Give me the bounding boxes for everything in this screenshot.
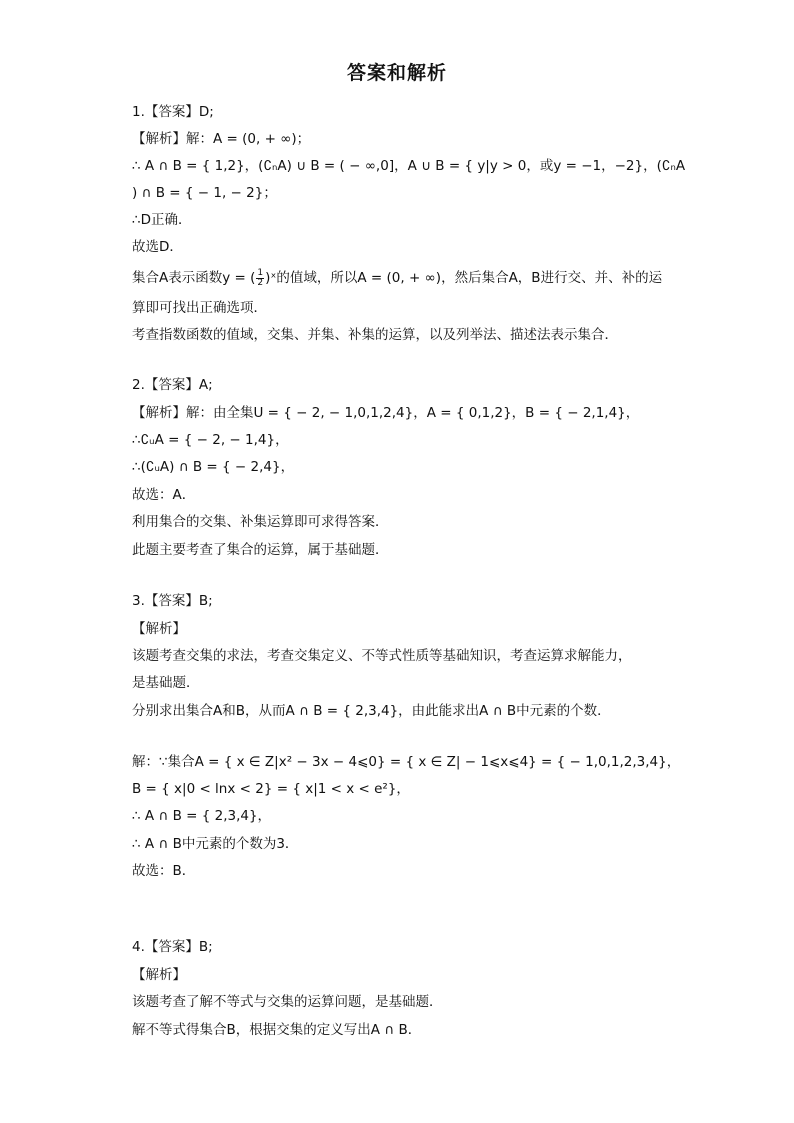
q2-line-3: ∴∁ᵤA = { − 2, − 1,4}， bbox=[132, 432, 289, 448]
q3-line-9: ∴ A ∩ B中元素的个数为3． bbox=[132, 836, 299, 852]
q3-line-4: 是基础题． bbox=[132, 675, 200, 691]
q2-line-4: ∴(∁ᵤA) ∩ B = { − 2,4}， bbox=[132, 459, 295, 475]
q1-analysis-line: 【解析】解：A = (0, + ∞)； bbox=[132, 131, 311, 147]
q1-line-5: ∴D正确． bbox=[132, 212, 192, 228]
q2-answer-line: 2.【答案】A; bbox=[132, 377, 213, 393]
q1-line-7-post: )ˣ的值域，所以A = (0, + ∞)，然后集合A，B进行交、并、补的运 bbox=[265, 270, 663, 286]
fraction-numerator: 1 bbox=[257, 267, 264, 278]
q1-line-8: 算即可找出正确选项． bbox=[132, 300, 267, 316]
fraction-denominator: 2 bbox=[257, 277, 264, 288]
q4-answer-line: 4.【答案】B; bbox=[132, 939, 213, 955]
fraction bbox=[256, 269, 264, 288]
q4-analysis-line: 【解析】 bbox=[132, 967, 186, 983]
q2-line-6: 利用集合的交集、补集运算即可求得答案． bbox=[132, 514, 389, 530]
q3-line-3: 该题考查交集的求法，考查交集定义、不等式性质等基础知识，考查运算求解能力， bbox=[132, 648, 632, 664]
q2-line-7: 此题主要考查了集合的运算，属于基础题． bbox=[132, 542, 389, 558]
q3-analysis-line: 【解析】 bbox=[132, 621, 186, 637]
q3-line-6: 解：∵集合A = { x ∈ Z|x² − 3x − 4⩽0} = { x ∈ Z| − 1⩽x⩽4} = { − 1,0,1,2,3,4}， bbox=[132, 754, 681, 770]
q4-line-4: 解不等式得集合B，根据交集的定义写出A ∩ B． bbox=[132, 1022, 422, 1038]
q1-line-3: ∴ A ∩ B = { 1,2}，(∁ₙA) ∪ B = ( − ∞,0]，A ∪ B = { y|y > 0，或y = −1，−2}，(∁ₙA bbox=[132, 158, 686, 174]
q1-line-4: ) ∩ B = { − 1, − 2}； bbox=[132, 185, 277, 201]
q3-line-10: 故选：B． bbox=[132, 863, 196, 879]
q1-answer-line: 1.【答案】D; bbox=[132, 104, 214, 120]
q1-line-6: 故选D． bbox=[132, 239, 183, 255]
q1-line-7 bbox=[132, 268, 672, 288]
page-title: 答案和解析 bbox=[346, 62, 447, 84]
q3-line-5: 分别求出集合A和B，从而A ∩ B = { 2,3,4}，由此能求出A ∩ B中元素的个数． bbox=[132, 703, 611, 719]
q4-line-3: 该题考查了解不等式与交集的运算问题，是基础题． bbox=[132, 994, 443, 1010]
q3-answer-line: 3.【答案】B; bbox=[132, 593, 213, 609]
q3-line-7: B = { x|0 < lnx < 2} = { x|1 < x < e²}， bbox=[132, 781, 410, 797]
q3-line-8: ∴ A ∩ B = { 2,3,4}， bbox=[132, 808, 272, 824]
q1-line-7-pre: 集合A表示函数y = ( bbox=[132, 270, 256, 286]
q2-line-2: 【解析】解：由全集U = { − 2, − 1,0,1,2,4}，A = { 0,1,2}，B = { − 2,1,4}， bbox=[132, 405, 640, 421]
q1-line-9: 考查指数函数的值域，交集、并集、补集的运算，以及列举法、描述法表示集合． bbox=[132, 327, 618, 343]
q2-line-5: 故选：A． bbox=[132, 487, 196, 503]
